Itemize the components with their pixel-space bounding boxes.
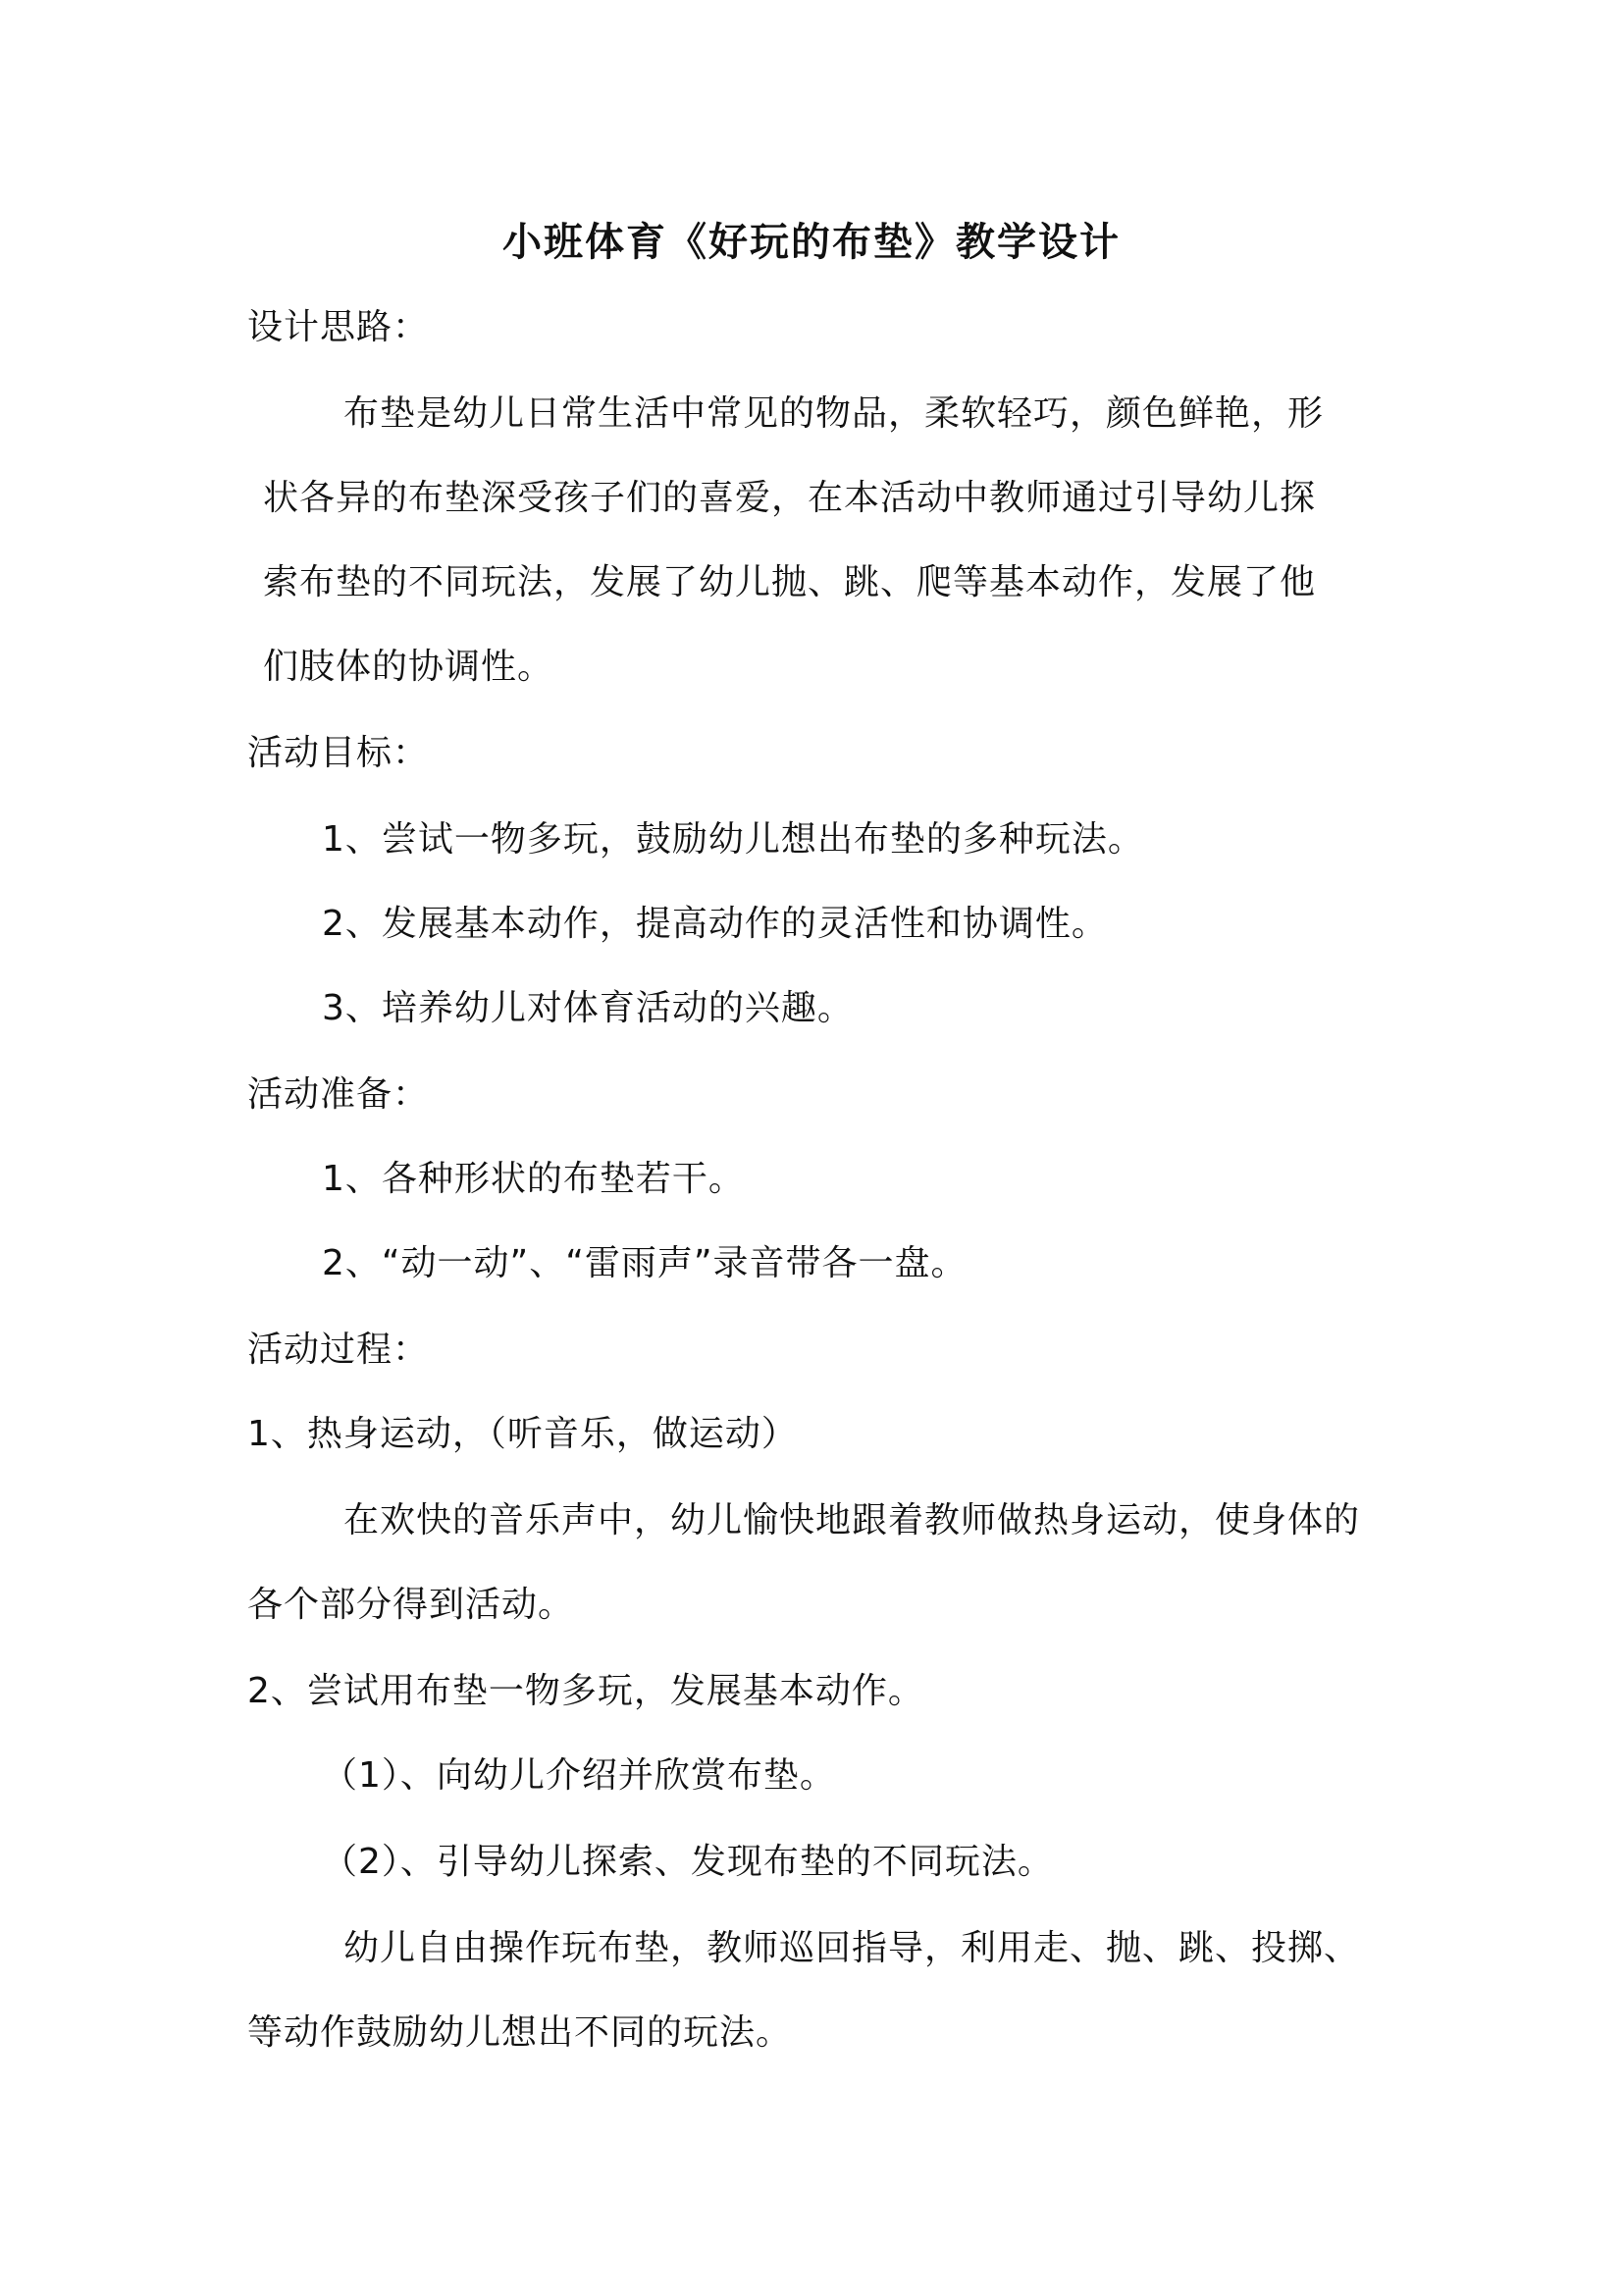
step1-paragraph-line-1: 在欢快的音乐声中，幼儿愉快地跟着教师做热身运动，使身体的 (343, 1500, 1361, 1540)
document-title: 小班体育《好玩的布垫》教学设计 (502, 219, 1121, 265)
step2-sub-item-2: （2）、引导幼儿探索、发现布垫的不同玩法。 (322, 1842, 1054, 1882)
step1-paragraph-line-2: 各个部分得到活动。 (247, 1585, 575, 1625)
design-paragraph-line-4: 们肢体的协调性。 (263, 647, 554, 687)
section-heading-process: 活动过程： (247, 1330, 430, 1370)
prep-item-1: 1、各种形状的布垫若干。 (322, 1159, 745, 1199)
step2-paragraph-line-2: 等动作鼓励幼儿想出不同的玩法。 (247, 2012, 793, 2053)
section-heading-preparation: 活动准备： (247, 1074, 430, 1115)
design-paragraph-line-1: 布垫是幼儿日常生活中常见的物品，柔软轻巧，颜色鲜艳，形 (343, 393, 1325, 434)
process-step-2: 2、尝试用布垫一物多玩，发展基本动作。 (247, 1671, 924, 1711)
section-heading-goals: 活动目标： (247, 733, 430, 773)
section-heading-design: 设计思路： (247, 307, 430, 347)
goal-item-1: 1、尝试一物多玩，鼓励幼儿想出布垫的多种玩法。 (322, 819, 1144, 860)
prep-item-2: 2、“动一动”、“雷雨声”录音带各一盘。 (322, 1243, 968, 1283)
design-paragraph-line-2: 状各异的布垫深受孩子们的喜爱，在本活动中教师通过引导幼儿探 (263, 478, 1317, 518)
process-step-1: 1、热身运动，（听音乐，做运动） (247, 1414, 798, 1454)
design-paragraph-line-3: 索布垫的不同玩法，发展了幼儿抛、跳、爬等基本动作，发展了他 (263, 562, 1317, 602)
goal-item-3: 3、培养幼儿对体育活动的兴趣。 (322, 988, 854, 1028)
step2-sub-item-1: （1）、向幼儿介绍并欣赏布垫。 (322, 1755, 836, 1796)
goal-item-2: 2、发展基本动作，提高动作的灵活性和协调性。 (322, 904, 1108, 944)
step2-paragraph-line-1: 幼儿自由操作玩布垫，教师巡回指导，利用走、抛、跳、投掷、 (343, 1928, 1361, 1968)
